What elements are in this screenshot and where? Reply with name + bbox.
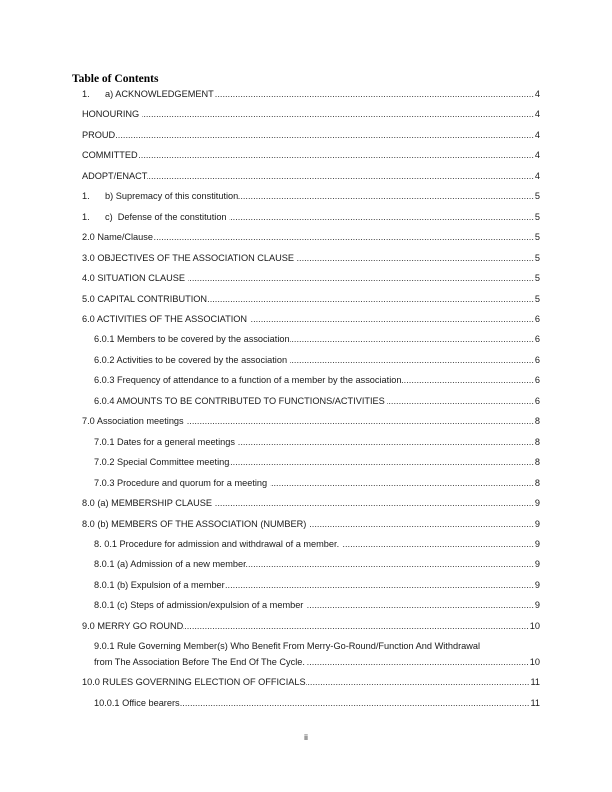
toc-entry-page: 4 (534, 89, 540, 99)
toc-entry-title: 10.0.1 Office bearers (94, 697, 180, 708)
toc-entry-merry-go-round-rule[interactable] (0, 639, 540, 670)
toc-entry-name-clause[interactable] (0, 230, 540, 246)
dot-leader (387, 394, 534, 410)
toc-entry-title: 6.0 ACTIVITIES OF THE ASSOCIATION (82, 313, 250, 324)
toc-entry-title-line-1: 9.0.1 Rule Governing Member(s) Who Benefit From Merry-Go-Round/Function And Withdrawal (94, 641, 481, 652)
dot-leader (306, 598, 534, 614)
toc-entry-page: 4 (534, 129, 540, 140)
dot-leader (309, 517, 534, 533)
dot-leader (207, 292, 534, 308)
dot-leader (153, 230, 534, 246)
toc-entry-page: 9 (534, 579, 540, 590)
dot-leader (115, 128, 534, 144)
toc-entry-title: 6.0.4 AMOUNTS TO BE CONTRIBUTED TO FUNCTIONS/ACTIVITIES (94, 395, 388, 406)
dot-leader (307, 655, 528, 671)
toc-entry-title: 3.0 OBJECTIVES OF THE ASSOCIATION CLAUSE (82, 252, 297, 263)
toc-entry-office-bearers[interactable] (0, 696, 540, 712)
toc-entry-title: 8.0.1 (c) Steps of admission/expulsion of a member (94, 600, 306, 611)
toc-entry-page: 8 (534, 436, 540, 447)
dot-leader (342, 537, 534, 553)
toc-entry-page: 9 (534, 600, 540, 611)
dot-leader (229, 455, 534, 471)
toc-entry-committed[interactable] (0, 148, 540, 164)
dot-leader (183, 619, 529, 635)
toc-entry-title: COMMITTED (82, 150, 138, 161)
toc-entry-title: ADOPT/ENACT (82, 170, 148, 181)
dot-leader (142, 107, 534, 123)
toc-entry-admission-expulsion-steps[interactable] (0, 598, 540, 614)
dot-leader (180, 696, 530, 712)
toc-entry-number: 1. (82, 89, 90, 99)
dot-leader (138, 148, 534, 164)
toc-entry-page: 9 (534, 559, 540, 570)
toc-entry-title: 7.0.2 Special Committee meeting (94, 457, 230, 468)
toc-entry-title: 7.0.3 Procedure and quorum for a meeting (94, 477, 270, 488)
toc-entry-number: 1. (82, 211, 90, 222)
dot-leader (401, 373, 533, 389)
toc-entry-objectives[interactable] (0, 251, 540, 267)
toc-entry-members-covered[interactable] (0, 332, 540, 348)
toc-entry-title: 8.0.1 (b) Expulsion of a member (94, 579, 225, 590)
toc-entry-situation-clause[interactable] (0, 271, 540, 287)
toc-entry-title: 2.0 Name/Clause (82, 232, 153, 243)
toc-entry-association-meetings[interactable] (0, 414, 540, 430)
toc-entry-page: 6 (534, 395, 540, 406)
toc-entry-election-rules[interactable] (0, 675, 540, 691)
toc-entry-activities[interactable] (0, 312, 540, 328)
toc-entry-admission-withdrawal[interactable] (0, 537, 540, 553)
toc-entry-page: 11 (530, 697, 540, 708)
dot-leader (188, 271, 534, 287)
toc-entry-title: 6.0.2 Activities to be covered by the association (94, 354, 290, 365)
dot-leader (214, 87, 534, 103)
dot-leader (238, 189, 534, 205)
dot-leader (306, 675, 530, 691)
toc-entry-page: 6 (534, 354, 540, 365)
toc-entry-page: 8 (534, 416, 540, 427)
toc-entry-merry-go-round[interactable] (0, 619, 540, 635)
toc-entry-title: 8.0.1 (a) Admission of a new member (94, 559, 247, 570)
toc-entry-page: 8 (534, 457, 540, 468)
dot-leader (246, 557, 534, 573)
toc-entry-page: 9 (534, 498, 540, 509)
toc-entry-page: 11 (530, 677, 540, 688)
toc-entry-page: 6 (534, 375, 540, 386)
toc-entry-title: 4.0 SITUATION CLAUSE (82, 273, 188, 284)
dot-leader (290, 353, 534, 369)
toc-entry-amounts-contributed[interactable] (0, 394, 540, 410)
toc-entry-page: 5 (534, 293, 540, 304)
toc-entry-number: 1. (82, 191, 90, 202)
toc-entry-page: 10 (529, 656, 540, 667)
toc-entry-supremacy[interactable] (0, 189, 540, 205)
toc-entry-procedure-quorum[interactable] (0, 476, 540, 492)
toc-entry-page: 6 (534, 334, 540, 345)
toc-entry-page: 5 (534, 252, 540, 263)
dot-leader (215, 496, 534, 512)
toc-entry-title: 9.0 MERRY GO ROUND (82, 620, 184, 631)
toc-entry-title: 8.0 (a) MEMBERSHIP CLAUSE (82, 498, 215, 509)
dot-leader (225, 578, 534, 594)
toc-entry-page: 8 (534, 477, 540, 488)
toc-entry-title: 10.0 RULES GOVERNING ELECTION OF OFFICIALS (82, 677, 306, 688)
toc-entry-page: 5 (534, 273, 540, 284)
dot-leader (186, 414, 534, 430)
toc-entry-page: 4 (534, 150, 540, 161)
toc-entry-admission-new-member[interactable] (0, 557, 540, 573)
toc-entry-activities-covered[interactable] (0, 353, 540, 369)
toc-entry-title: 8.0 (b) MEMBERS OF THE ASSOCIATION (NUMBER) (82, 518, 309, 529)
dot-leader (270, 476, 534, 492)
toc-entry-page: 9 (534, 518, 540, 529)
toc-entry-title-line-2: from The Association Before The End Of The Cycle. (94, 656, 308, 667)
toc-entry-title: PROUD (82, 129, 116, 140)
toc-entry-members-number[interactable] (0, 517, 540, 533)
table-of-contents (0, 87, 540, 716)
toc-entry-title: 6.0.3 Frequency of attendance to a function of a member by the association (94, 375, 402, 386)
toc-entry-general-meeting-dates[interactable] (0, 435, 540, 451)
toc-entry-title: a) ACKNOWLEDGEMENT (105, 89, 214, 99)
dot-leader (147, 169, 534, 185)
toc-entry-defense[interactable] (0, 210, 540, 226)
page-number: ii (304, 732, 308, 742)
toc-entry-page: 5 (534, 211, 540, 222)
toc-entry-special-committee-meeting[interactable] (0, 455, 540, 471)
toc-entry-title: b) Supremacy of this constitution (105, 191, 239, 202)
toc-entry-title-line-2-row (0, 655, 540, 671)
toc-entry-page: 5 (534, 191, 540, 202)
toc-entry-adopt-enact[interactable] (0, 169, 540, 185)
toc-entry-honouring[interactable] (0, 107, 540, 123)
toc-entry-title: 7.0.1 Dates for a general meetings (94, 436, 238, 447)
dot-leader (238, 435, 534, 451)
toc-entry-proud[interactable] (0, 128, 540, 144)
toc-entry-page: 9 (534, 538, 540, 549)
toc-entry-page: 6 (534, 313, 540, 324)
dot-leader (297, 251, 534, 267)
toc-entry-capital-contribution[interactable] (0, 292, 540, 308)
toc-entry-title: c) Defense of the constitution (105, 211, 230, 222)
toc-heading: Table of Contents (72, 73, 159, 85)
toc-entry-membership-clause[interactable] (0, 496, 540, 512)
dot-leader (250, 312, 534, 328)
dot-leader (229, 210, 534, 226)
toc-entry-title: 5.0 CAPITAL CONTRIBUTION (82, 293, 208, 304)
toc-entry-expulsion[interactable] (0, 578, 540, 594)
toc-entry-page: 4 (534, 109, 540, 120)
toc-entry-page: 4 (534, 170, 540, 181)
toc-entry-page: 5 (534, 232, 540, 243)
toc-entry-acknowledgement[interactable] (0, 87, 540, 103)
dot-leader (290, 332, 534, 348)
toc-entry-title: 7.0 Association meetings (82, 416, 187, 427)
toc-entry-frequency-of-attendance[interactable] (0, 373, 540, 389)
toc-entry-title: 8. 0.1 Procedure for admission and withdrawal of a member. (94, 538, 342, 549)
toc-entry-title: HONOURING (82, 109, 142, 120)
toc-entry-title: 6.0.1 Members to be covered by the association (94, 334, 290, 345)
toc-entry-page: 10 (529, 620, 540, 631)
